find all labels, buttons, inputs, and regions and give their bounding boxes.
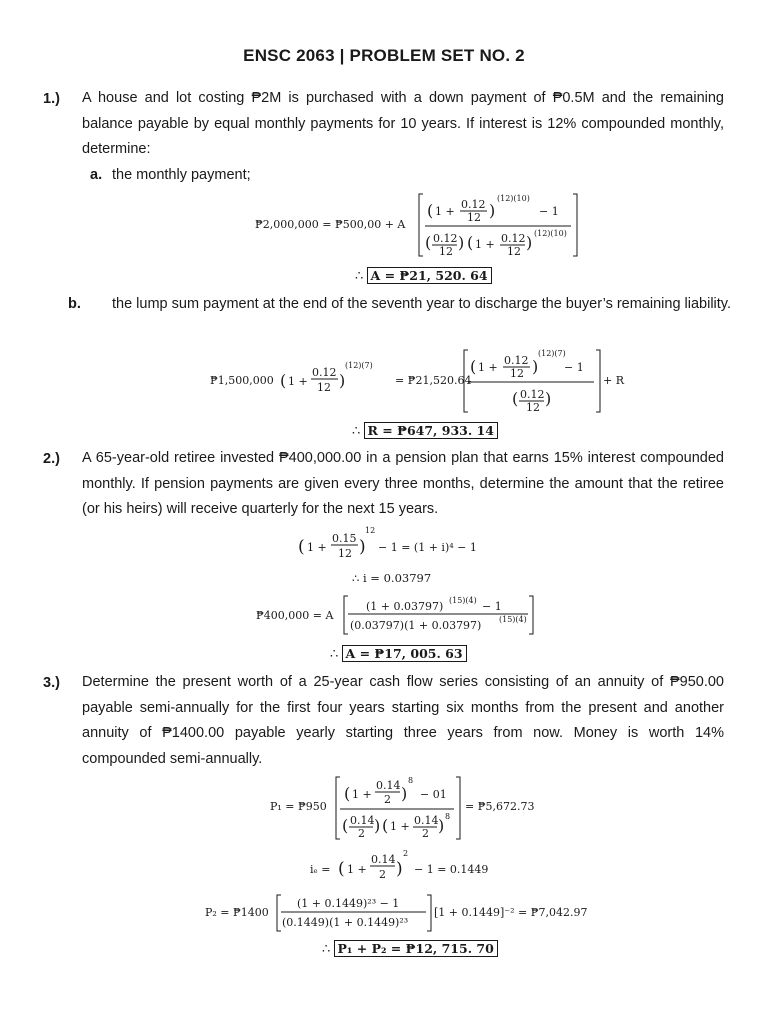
part-label: a. [90, 167, 103, 183]
equation-1a [255, 190, 585, 262]
svg-text:1 +: 1 + [390, 820, 410, 833]
svg-text:− 1: − 1 [482, 600, 502, 613]
boxed-answer: R = ₱647, 933. 14 [364, 422, 498, 439]
svg-text:(0.1449)(1 + 0.1449)²³: (0.1449)(1 + 0.1449)²³ [282, 916, 409, 929]
svg-text:(12)(10): (12)(10) [534, 229, 567, 238]
part-text: the monthly payment; [112, 167, 251, 183]
equation-3c [205, 892, 605, 936]
svg-text:1 +: 1 + [352, 788, 372, 801]
problem-text: Determine the present worth of a 25-year cash flow series consisting of an annuity of ₱950.00 payable semi-annually for the first four years starting six months from the present and another annuity of ₱1400.00 payable yearly starting three years from now. Money is worth 14% compounded semi-annually. [82, 674, 724, 767]
svg-text:(1 + 0.03797): (1 + 0.03797) [366, 600, 444, 613]
eq-mid: = ₱21,520.64 [395, 374, 472, 387]
svg-text:1 +: 1 + [435, 205, 455, 218]
boxed-answer: A = ₱21, 520. 64 [367, 267, 492, 284]
svg-text:8: 8 [445, 812, 451, 821]
svg-text:): ) [359, 537, 366, 557]
svg-text:− 1 = 0.1449: − 1 = 0.1449 [414, 863, 489, 876]
equation-3a [270, 773, 550, 843]
answer-3: ∴ P₁ + P₂ = ₱12, 715. 70 [322, 941, 498, 957]
svg-text:1 +: 1 + [347, 863, 367, 876]
svg-text:2: 2 [422, 827, 429, 840]
svg-text:(: ( [344, 784, 351, 803]
equation-2a [298, 524, 518, 568]
svg-text:(: ( [470, 357, 477, 376]
svg-text:0.12: 0.12 [520, 388, 545, 401]
part-a [90, 163, 724, 189]
minus-one: − 1 [539, 205, 559, 218]
svg-text:P₁ = ₱950: P₁ = ₱950 [270, 800, 327, 813]
svg-text:iₑ =: iₑ = [310, 863, 331, 876]
eq-lhs: ₱1,500,000 [210, 374, 274, 387]
svg-text:2: 2 [358, 827, 365, 840]
svg-text:(: ( [467, 233, 474, 252]
eq-rhs: + R [603, 374, 624, 387]
frac-den: 12 [467, 211, 481, 224]
svg-text:− 01: − 01 [420, 788, 447, 801]
problem-text: A house and lot costing ₱2M is purchased with a down payment of ₱0.5M and the remaining balance payable by equal monthly payments for 10 years. If interest is 12% compounded monthly, determine: [82, 90, 724, 157]
svg-text:[1 + 0.1449]⁻² = ₱7,042.97: [1 + 0.1449]⁻² = ₱7,042.97 [434, 906, 588, 919]
svg-text:): ) [489, 201, 496, 220]
i-result: ∴ i = 0.03797 [352, 571, 432, 585]
problem-text: A 65-year-old retiree invested ₱400,000.00 in a pension plan that earns 15% interest compounded monthly. If pension payments are given every three months, determine the amount that the retiree (or his heirs) will receive quarterly for the next 15 years. [82, 450, 724, 517]
svg-text:12: 12 [510, 367, 524, 380]
svg-text:12: 12 [507, 245, 521, 258]
problem-number: 3.) [43, 675, 60, 691]
svg-text:= ₱5,672.73: = ₱5,672.73 [465, 800, 535, 813]
equation-1b [210, 346, 630, 418]
boxed-answer: A = ₱17, 005. 63 [342, 645, 467, 662]
part-label: b. [68, 296, 81, 312]
problem-number: 2.) [43, 451, 60, 467]
svg-text:(: ( [338, 859, 345, 879]
svg-text:0.14: 0.14 [414, 814, 439, 827]
svg-text:2: 2 [403, 849, 409, 858]
svg-text:(12)(7): (12)(7) [345, 361, 373, 370]
svg-text:): ) [339, 371, 346, 390]
part-text: the lump sum payment at the end of the seventh year to discharge the buyer’s remaining liability. [112, 296, 732, 312]
svg-text:(: ( [280, 371, 287, 390]
svg-text:12: 12 [365, 526, 376, 535]
boxed-answer: P₁ + P₂ = ₱12, 715. 70 [334, 940, 498, 957]
exp: (12)(10) [497, 194, 530, 203]
svg-text:): ) [532, 357, 539, 376]
svg-text:): ) [438, 816, 445, 835]
svg-text:0.14: 0.14 [350, 814, 375, 827]
equation-2b [256, 593, 546, 637]
svg-text:(15)(4): (15)(4) [499, 615, 527, 624]
page-title: ENSC 2063 | PROBLEM SET NO. 2 [243, 46, 525, 65]
svg-text:8: 8 [408, 776, 414, 785]
answer-1b: ∴ R = ₱647, 933. 14 [352, 423, 498, 439]
eq-lhs: ₱2,000,000 = ₱500,00 + A [255, 218, 406, 231]
answer-1a: ∴ A = ₱21, 520. 64 [355, 268, 492, 284]
svg-text:12: 12 [526, 401, 540, 414]
svg-text:0.12: 0.12 [504, 354, 529, 367]
svg-text:12: 12 [338, 547, 352, 560]
problem-number: 1.) [43, 91, 60, 107]
answer-2: ∴ A = ₱17, 005. 63 [330, 646, 467, 662]
svg-text:(1 + 0.1449)²³ − 1: (1 + 0.1449)²³ − 1 [297, 897, 400, 910]
svg-text:(: ( [512, 389, 519, 408]
part-b [68, 292, 746, 318]
svg-text:1 +: 1 + [475, 238, 495, 251]
svg-text:(: ( [298, 537, 305, 557]
svg-text:(: ( [425, 233, 432, 252]
svg-text:(0.03797)(1 + 0.03797): (0.03797)(1 + 0.03797) [350, 619, 482, 632]
svg-text:(15)(4): (15)(4) [449, 596, 477, 605]
svg-text:₱400,000 = A: ₱400,000 = A [256, 609, 334, 622]
svg-text:0.12: 0.12 [501, 232, 526, 245]
svg-text:− 1: − 1 [564, 361, 584, 374]
svg-text:): ) [374, 816, 381, 835]
svg-text:2: 2 [379, 868, 386, 881]
svg-text:0.15: 0.15 [332, 532, 357, 545]
svg-text:): ) [526, 233, 533, 252]
svg-text:− 1 = (1 + i)⁴ − 1: − 1 = (1 + i)⁴ − 1 [378, 541, 477, 554]
svg-text:2: 2 [384, 793, 391, 806]
svg-text:): ) [401, 784, 408, 803]
svg-text:(12)(7): (12)(7) [538, 349, 566, 358]
svg-text:1 +: 1 + [288, 375, 308, 388]
frac-num: 0.12 [461, 198, 486, 211]
svg-text:1 +: 1 + [478, 361, 498, 374]
svg-text:P₂ = ₱1400: P₂ = ₱1400 [205, 906, 269, 919]
svg-text:(: ( [382, 816, 389, 835]
svg-text:): ) [545, 389, 552, 408]
equation-3b [310, 846, 510, 890]
eq-paren: ( [427, 201, 434, 220]
svg-text:0.14: 0.14 [371, 853, 396, 866]
svg-text:): ) [458, 233, 465, 252]
svg-text:0.14: 0.14 [376, 779, 401, 792]
svg-text:(: ( [342, 816, 349, 835]
svg-text:12: 12 [317, 381, 331, 394]
svg-text:0.12: 0.12 [433, 232, 458, 245]
svg-text:12: 12 [439, 245, 453, 258]
svg-text:1 +: 1 + [307, 541, 327, 554]
svg-text:0.12: 0.12 [312, 366, 337, 379]
svg-text:): ) [396, 859, 403, 879]
